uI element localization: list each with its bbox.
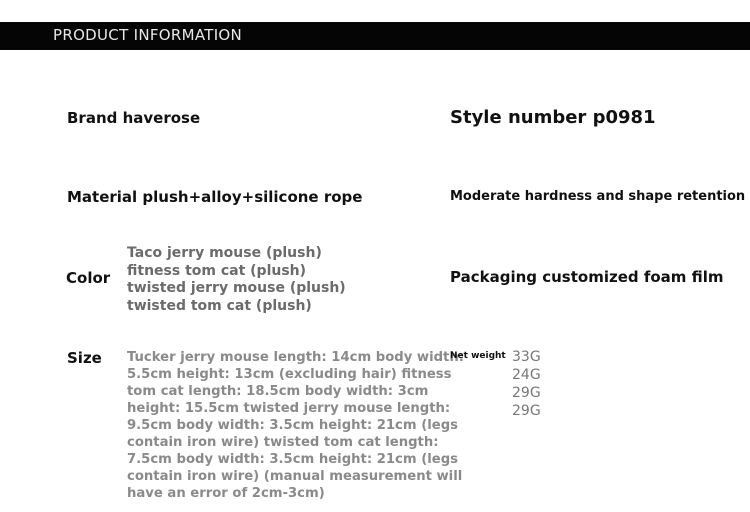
color-label: Color xyxy=(66,269,111,287)
color-item: Taco jerry mouse (plush) xyxy=(127,245,322,261)
material-text: Material plush+alloy+silicone rope xyxy=(67,188,363,206)
packaging-text: Packaging customized foam film xyxy=(450,268,724,286)
color-list xyxy=(127,245,346,315)
header-bar xyxy=(0,22,750,50)
net-weight-list xyxy=(512,348,541,420)
color-item: twisted tom cat (plush) xyxy=(127,297,312,314)
weight-value: 24G xyxy=(512,367,541,383)
weight-value: 29G xyxy=(512,385,541,401)
weight-value: 33G xyxy=(512,349,541,365)
weight-value: 29G xyxy=(512,403,541,419)
color-item: fitness tom cat (plush) xyxy=(127,262,307,279)
brand-text: Brand haverose xyxy=(67,109,201,127)
color-item: twisted jerry mouse (plush) xyxy=(127,280,346,296)
hardness-text: Moderate hardness and shape retention xyxy=(450,189,746,204)
style-number-text: Style number p0981 xyxy=(450,107,656,128)
size-description: Tucker jerry mouse length: 14cm body width: 5.5cm height: 13cm (excluding hair) fitness tom cat length: 18.5cm body width: 3cm height: 15.5cm twisted jerry mouse length: 9.5cm body width: 3.5cm height: 21cm (legs contain iron wire) twisted tom cat length: 7.5cm body width: 3.5cm height: 21cm (legs contain iron wire) (manual measurement will have an error of 2cm-3cm) xyxy=(127,350,465,501)
header-title: PRODUCT INFORMATION xyxy=(53,26,243,44)
net-weight-label: Net weight xyxy=(450,351,506,361)
size-label: Size xyxy=(67,349,102,367)
